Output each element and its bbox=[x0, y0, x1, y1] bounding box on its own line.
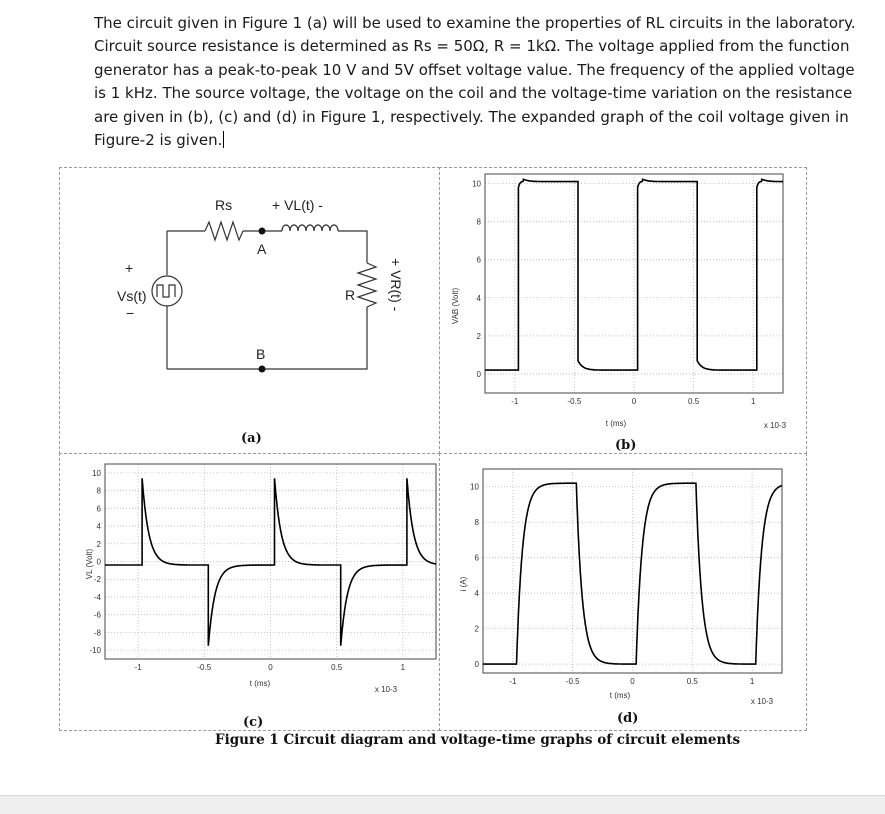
y-tick-label: 0 bbox=[476, 369, 481, 379]
chart-b bbox=[440, 168, 806, 453]
paragraph-line: The circuit given in Figure 1 (a) will be used to examine the properties of RL circuits in the laboratory. bbox=[94, 14, 856, 32]
x-tick-label: -1 bbox=[511, 397, 519, 406]
x-tick-label: 0 bbox=[268, 663, 273, 672]
node-b-dot bbox=[259, 366, 266, 373]
cell-d bbox=[439, 453, 807, 731]
chart-c bbox=[60, 454, 439, 730]
vl-label: + VL(t) - bbox=[272, 197, 323, 213]
x-tick-label: -1 bbox=[134, 663, 142, 672]
wire-bottom bbox=[167, 307, 367, 369]
x-tick-label: 1 bbox=[400, 663, 406, 672]
x-tick-label: -0.5 bbox=[565, 677, 580, 686]
y-tick-label: 0 bbox=[96, 557, 101, 567]
label-c: (c) bbox=[243, 715, 264, 730]
x-axis-label: t (ms) bbox=[249, 679, 271, 688]
y-tick-label: -2 bbox=[93, 575, 101, 585]
y-tick-label: 4 bbox=[476, 293, 481, 303]
paragraph-line: generator has a peak-to-peak 10 V and 5V offset voltage value. The frequency of the applied voltage bbox=[94, 60, 855, 79]
cell-b bbox=[439, 167, 807, 454]
y-tick-label: 6 bbox=[96, 504, 101, 514]
pulse-icon bbox=[157, 285, 175, 297]
label-a: (a) bbox=[241, 431, 262, 446]
rs-resistor bbox=[205, 222, 243, 240]
y-tick-label: 6 bbox=[476, 255, 481, 265]
figure-caption: Figure 1 Circuit diagram and voltage-time graphs of circuit elements bbox=[215, 732, 741, 748]
cell-a bbox=[59, 167, 440, 454]
chart-d bbox=[440, 454, 806, 730]
y-tick-label: 0 bbox=[474, 660, 479, 670]
x-tick-label: 1 bbox=[749, 677, 755, 686]
y-axis-label: VAB (Volt) bbox=[451, 287, 460, 325]
y-tick-label: 8 bbox=[474, 518, 479, 528]
x-exponent-label: x 10-3 bbox=[763, 421, 787, 430]
y-tick-label: -4 bbox=[93, 592, 101, 602]
x-tick-label: -1 bbox=[509, 677, 517, 686]
x-tick-label: -0.5 bbox=[567, 397, 582, 406]
y-tick-label: 10 bbox=[92, 468, 101, 478]
cell-c bbox=[59, 453, 440, 731]
x-tick-label: 0.5 bbox=[331, 663, 343, 672]
vr-label: + VR(t) - bbox=[388, 258, 404, 312]
y-tick-label: 8 bbox=[96, 486, 101, 496]
x-exponent-label: x 10-3 bbox=[374, 685, 398, 694]
x-exponent-label: x 10-3 bbox=[750, 697, 774, 706]
y-tick-label: -6 bbox=[93, 610, 101, 620]
y-axis-label: i (A) bbox=[459, 576, 468, 592]
y-tick-label: 10 bbox=[472, 179, 481, 189]
source-label: Vs(t) bbox=[117, 288, 147, 304]
y-tick-label: 4 bbox=[474, 589, 479, 599]
x-tick-label: 1 bbox=[750, 397, 756, 406]
r-label: R bbox=[345, 287, 356, 303]
text-cursor bbox=[223, 131, 224, 148]
x-tick-label: 0.5 bbox=[688, 397, 700, 406]
source-plus: + bbox=[125, 260, 134, 276]
source-minus: − bbox=[126, 305, 135, 321]
paragraph-line: are given in (b), (c) and (d) in Figure 1, respectively. The expanded graph of the coil voltage given in bbox=[94, 107, 849, 126]
y-tick-label: -10 bbox=[89, 646, 101, 656]
problem-paragraph bbox=[94, 12, 856, 152]
x-tick-label: -0.5 bbox=[197, 663, 212, 672]
window-footer-bar bbox=[0, 795, 885, 814]
x-tick-label: 0 bbox=[631, 397, 637, 406]
y-tick-label: 8 bbox=[476, 217, 481, 227]
x-tick-label: 0 bbox=[630, 677, 635, 686]
paragraph-line-last bbox=[94, 129, 784, 152]
r-resistor bbox=[358, 263, 376, 307]
node-b-label: B bbox=[256, 346, 266, 362]
y-tick-label: 2 bbox=[476, 331, 481, 341]
y-tick-label: 2 bbox=[474, 624, 479, 634]
label-b: (b) bbox=[615, 438, 637, 453]
paragraph-line: Figure-2 is given. bbox=[94, 131, 223, 150]
paragraph-line: is 1 kHz. The source voltage, the voltage on the coil and the voltage-time variation on the resistance bbox=[94, 84, 853, 103]
circuit-diagram bbox=[60, 168, 439, 453]
inductor-coil bbox=[282, 225, 338, 231]
y-axis-label: VL (Volt) bbox=[85, 548, 94, 580]
node-a-dot bbox=[259, 228, 266, 235]
label-d: (d) bbox=[617, 711, 639, 726]
series-line bbox=[483, 483, 782, 664]
y-tick-label: 6 bbox=[474, 553, 479, 563]
rs-label: Rs bbox=[215, 197, 233, 213]
x-axis-label: t (ms) bbox=[605, 419, 627, 428]
y-tick-label: 2 bbox=[96, 539, 101, 549]
paragraph-line: Circuit source resistance is determined as Rs = 50Ω, R = 1kΩ. The voltage applied from the function bbox=[94, 37, 850, 56]
figure-1 bbox=[59, 167, 807, 731]
node-a-label: A bbox=[257, 241, 267, 257]
x-axis-label: t (ms) bbox=[609, 691, 631, 700]
y-tick-label: 4 bbox=[96, 522, 101, 532]
y-tick-label: 10 bbox=[470, 482, 479, 492]
y-tick-label: -8 bbox=[93, 628, 101, 638]
wire-top-right bbox=[338, 231, 367, 263]
x-tick-label: 0.5 bbox=[686, 677, 698, 686]
